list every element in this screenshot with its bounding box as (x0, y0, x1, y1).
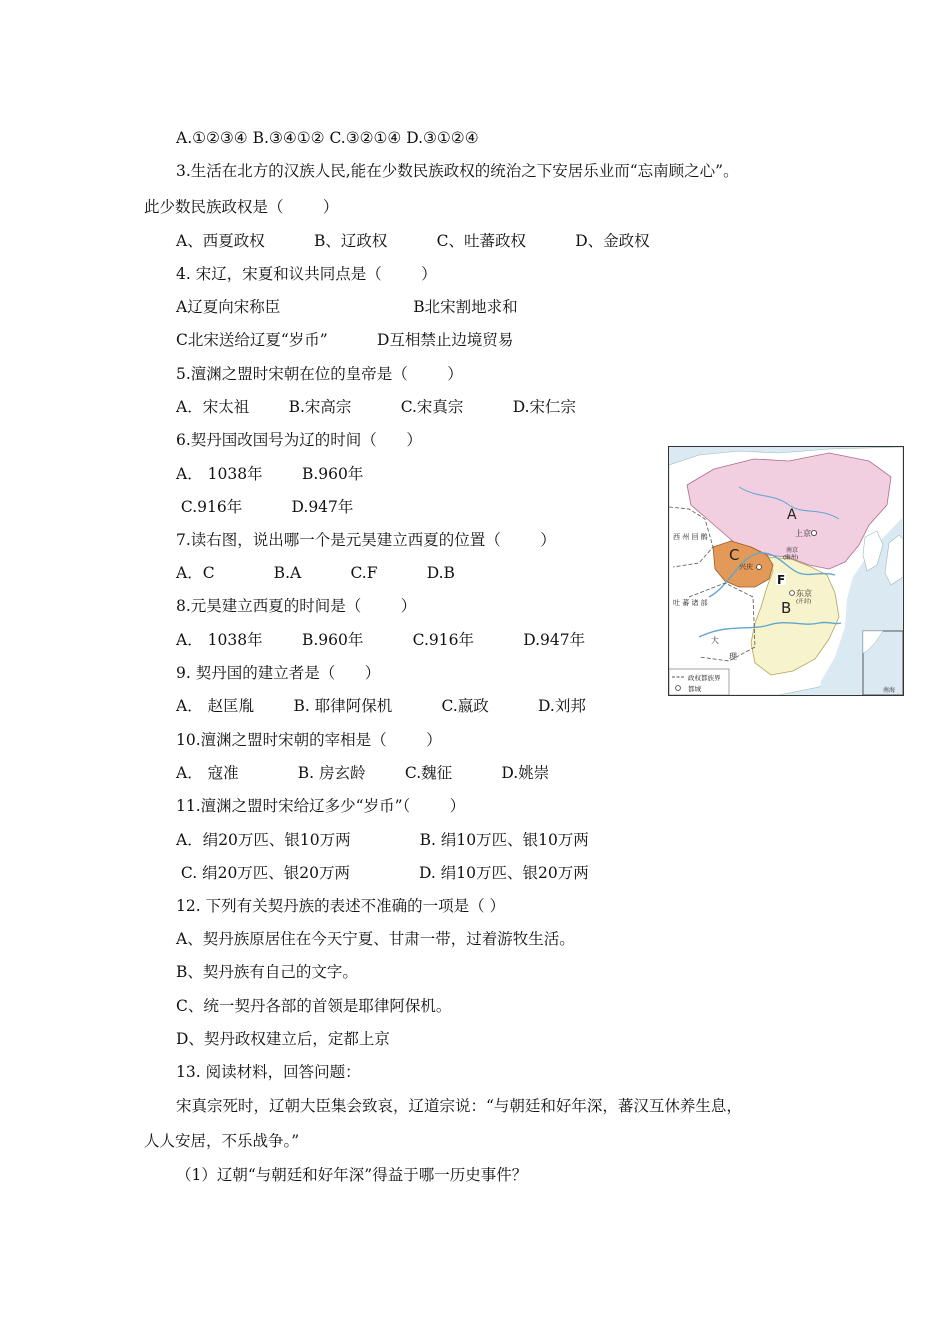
line-9: A．宋太祖 B.宋高宗 C.宋真宗 D.宋仁宗 (176, 398, 577, 416)
line-28: D、契丹政权建立后，定都上京 (176, 1030, 390, 1048)
line-2: 3.生活在北方的汉族人民,能在少数民族政权的统治之下安居乐业而“忘南顾之心”。 (176, 162, 739, 180)
line-5: 4. 宋辽，宋夏和议共同点是（ ） (176, 265, 437, 283)
label-dali-2: 理 (729, 652, 737, 661)
line-21: 11.澶渊之盟时宋给辽多少“岁币”（ ） (176, 797, 466, 815)
label-b: B (781, 599, 792, 617)
capital-shangjing-icon (811, 530, 816, 535)
line-17: 9. 契丹国的建立者是（ ） (176, 664, 381, 682)
line-29: 13. 阅读材料，回答问题： (176, 1063, 361, 1081)
line-32: （1）辽朝“与朝廷和好年深”得益于哪一历史事件？ (176, 1166, 528, 1184)
line-20: A． 寇准 B. 房玄龄 C.魏征 D.姚崇 (176, 764, 550, 782)
line-25: A、契丹族原居住在今天宁夏、甘肃一带，过着游牧生活。 (176, 930, 575, 948)
line-15: 8.元昊建立西夏的时间是（ ） (176, 597, 417, 615)
line-19: 10.澶渊之盟时宋朝的宰相是（ ） (176, 731, 442, 749)
legend-border-label: 政权都族界 (688, 674, 721, 682)
label-dali-1: 大 (711, 636, 719, 645)
line-12: C.916年 D.947年 (176, 498, 354, 516)
line-30: 宋真宗死时，辽朝大臣集会致哀，辽道宗说：“与朝廷和好年深，蕃汉互休养生息， (176, 1097, 742, 1115)
line-26: B、契丹族有自己的文字。 (176, 963, 358, 981)
line-1: A.①②③④ B.③④①② C.③②①④ D.③①②④ (176, 129, 479, 147)
line-14: A．C B.A C.F D.B (176, 564, 455, 582)
line-27: C、统一契丹各部的首领是耶律阿保机。 (176, 997, 452, 1015)
legend-capital-icon (676, 686, 681, 691)
label-kaifeng: (开封) (796, 599, 812, 605)
label-nanjing: 南京 (786, 547, 799, 554)
line-4: A、西夏政权 B、辽政权 C、吐蕃政权 D、金政权 (176, 232, 650, 250)
line-22: A．绢20万匹、银10万两 B. 绢10万匹、银10万两 (176, 831, 589, 849)
line-31: 人人安居，不乐战争。” (144, 1132, 300, 1150)
map-drawing (669, 447, 903, 695)
capital-xingqing-icon (757, 565, 762, 570)
line-7: C北宋送给辽夏“岁币” D互相禁止边境贸易 (176, 331, 514, 349)
line-24: 12. 下列有关契丹族的表述不准确的一项是（ ） (176, 897, 506, 915)
label-xingqing: 兴庆 (739, 563, 753, 571)
line-6: A辽夏向宋称臣 B北宋割地求和 (176, 298, 518, 316)
label-f: F (777, 573, 786, 587)
label-tubo: 吐 蕃 诸 部 (673, 599, 708, 607)
label-youzhou: (幽州) (783, 555, 799, 561)
label-dongjing: 东京 (796, 589, 812, 598)
capital-dongjing-icon (790, 591, 795, 596)
label-shangjing: 上京 (795, 529, 811, 538)
legend-capital-label: 都城 (688, 685, 701, 693)
history-map (668, 446, 904, 696)
line-8: 5.澶渊之盟时宋朝在位的皇帝是（ ） (176, 365, 463, 383)
line-10: 6.契丹国改国号为辽的时间（ ） (176, 431, 422, 449)
line-11: A． 1038年 B.960年 (176, 465, 364, 483)
line-3: 此少数民族政权是（ ） (144, 198, 339, 216)
label-nanhai: 南海 (883, 687, 896, 694)
line-16: A． 1038年 B.960年 C.916年 D.947年 (176, 631, 586, 649)
line-23: C. 绢20万匹、银20万两 D. 绢10万匹、银20万两 (176, 864, 589, 882)
label-c: C (729, 546, 740, 564)
line-18: A． 赵匡胤 B. 耶律阿保机 C.嬴政 D.刘邦 (176, 697, 586, 715)
line-13: 7.读右图，说出哪一个是元昊建立西夏的位置（ ） (176, 531, 556, 549)
label-a: A (787, 507, 797, 523)
label-xizhou: 西 州 回 鹘 (673, 533, 708, 541)
